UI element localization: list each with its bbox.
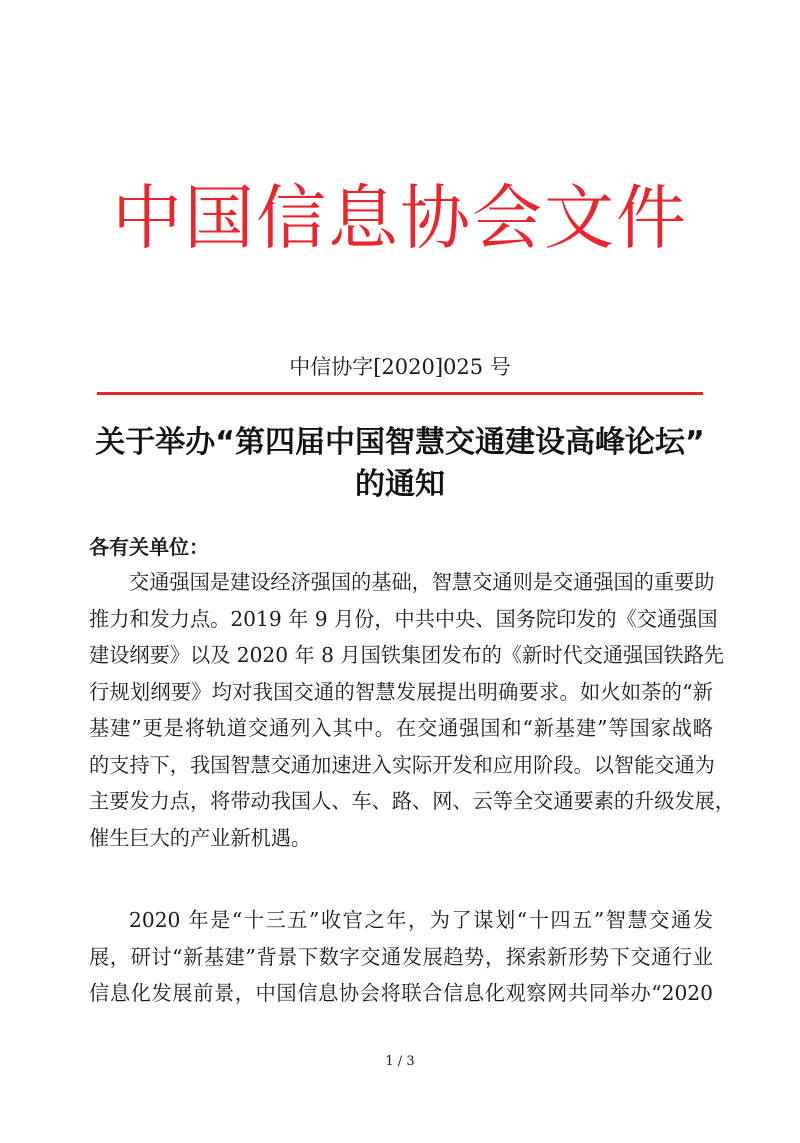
- paragraph-line: 的支持下，我国智慧交通加速进入实际开发和应用阶段。以智能交通为: [89, 752, 715, 777]
- paragraph-line: 基建”更是将轨道交通列入其中。在交通强国和“新基建”等国家战略: [89, 716, 713, 740]
- notice-title-line-1: 关于举办“第四届中国智慧交通建设高峰论坛”: [95, 425, 705, 460]
- paragraph-line: 行规划纲要》均对我国交通的智慧发展提出明确要求。如火如荼的“新: [89, 679, 713, 704]
- paragraph-line: 建设纲要》以及 2020 年 8 月国铁集团发布的《新时代交通强国铁路先: [89, 643, 724, 667]
- page-number: 1 / 3: [385, 1054, 415, 1069]
- red-divider-rule: [97, 392, 703, 395]
- body-paragraph-2: [89, 902, 713, 1012]
- paragraph-line: 交通强国是建设经济强国的基础，智慧交通则是交通强国的重要助: [129, 570, 715, 594]
- document-number: 中信协字[2020]025 号: [289, 355, 511, 379]
- notice-title-line-2: 的通知: [355, 467, 445, 502]
- notice-title: [0, 422, 800, 506]
- paragraph-line: 展，研讨“新基建”背景下数字交通发展趋势，探索新形势下交通行业: [89, 944, 713, 969]
- salutation: 各有关单位：: [89, 535, 209, 559]
- paragraph-line: 2020 年是“十三五”收官之年，为了谋划“十四五”智慧交通发: [129, 908, 713, 932]
- paragraph-line: 主要发力点，将带动我国人、车、路、网、云等全交通要素的升级发展，: [89, 789, 736, 813]
- masthead-title: 中国信息协会文件: [112, 177, 688, 259]
- body-paragraph-1: [89, 564, 736, 856]
- paragraph-line: 推力和发力点。2019 年 9 月份，中共中央、国务院印发的《交通强国: [89, 606, 718, 631]
- paragraph-line: 信息化发展前景，中国信息协会将联合信息化观察网共同举办“2020: [89, 981, 713, 1005]
- paragraph-line: 催生巨大的产业新机遇。: [89, 825, 312, 850]
